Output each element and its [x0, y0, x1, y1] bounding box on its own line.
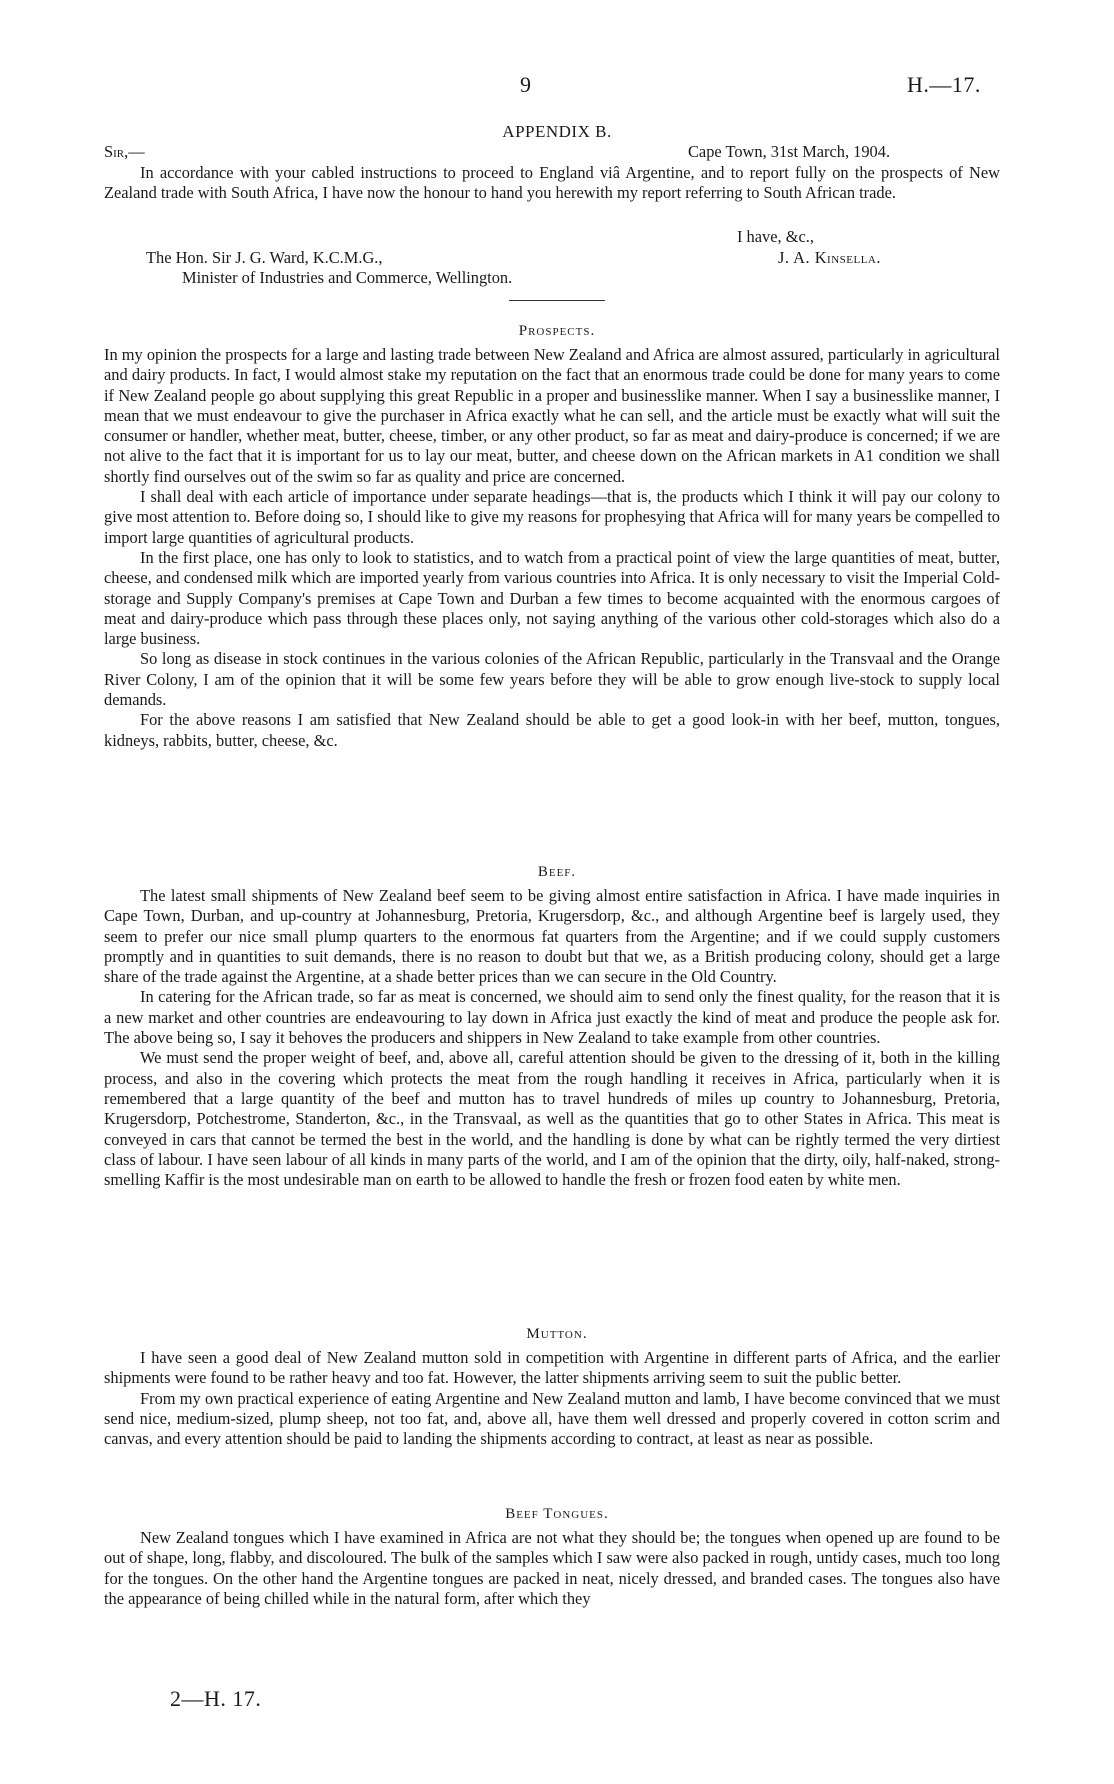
- paragraph: In the first place, one has only to look to statistics, and to watch from a practical point of view the large quantities of meat, butter, cheese, and condensed milk which are imported yearly from various countries into Africa. It is only necessary to visit the Imperial Cold-storage and Supply Company's premises at Cape Town and Durban a few times to become acquainted with the enormous cargoes of meat and dairy-produce which pass through these places only, not saying anything of the various other cold-storages which also do a large business.: [104, 547, 1000, 649]
- paragraph: From my own practical experience of eating Argentine and New Zealand mutton and lamb, I have become convinced that we must send nice, medium-sized, plump sheep, not too fat, and, above all, have them well dressed and properly covered in cotton scrim and canvas, and every attention should be paid to landing the shipments according to contract, at least as near as possible.: [104, 1388, 1000, 1449]
- paragraph: I shall deal with each article of importance under separate headings—that is, the products which I think it will pay our colony to give most attention to. Before doing so, I should like to give my reasons for prophesying that Africa will for many years be compelled to import large quantities of agricultural products.: [104, 487, 1000, 547]
- heading-prospects: Prospects.: [518, 323, 596, 339]
- letter-place-date: Cape Town, 31st March, 1904.: [688, 142, 891, 161]
- section-beef: [104, 886, 1000, 1190]
- addressee-name: The Hon. Sir J. G. Ward, K.C.M.G.,: [146, 248, 383, 267]
- section-mutton: [104, 1348, 1000, 1449]
- paragraph: In my opinion the prospects for a large and lasting trade between New Zealand and Africa are almost assured, particularly in agricultural and dairy products. In fact, I would almost stake my reputation on the fact that an enormous trade could be done for many years to come if New Zealand people go about supplying this great Republic in a proper and businesslike manner. When I say a businesslike manner, I mean that we must endeavour to give the purchaser in Africa exactly what he can sell, and the article must be exactly what will suit the consumer or handler, whether meat, butter, cheese, timber, or any other product, so far as meat and dairy-produce is concerned; if we are not alive to the fact that it is important for us to lay our meat, butter, and cheese down on the African markets in A1 condition we shall shortly find ourselves out of the swim so far as quality and price are concerned.: [104, 345, 1000, 486]
- letter-addressee: [146, 248, 512, 289]
- letter-signature: J. A. Kinsella.: [778, 248, 881, 267]
- letter-body: [104, 163, 1000, 204]
- section-prospects: [104, 345, 1000, 751]
- document-reference: H.—17.: [907, 72, 981, 97]
- letter-body-paragraph: In accordance with your cabled instructions to proceed to England viâ Argentine, and to report fully on the prospects of New Zealand trade with South Africa, I have now the honour to hand you herewith my report referring to South African trade.: [104, 163, 1000, 203]
- paragraph: For the above reasons I am satisfied that New Zealand should be able to get a good look-in with her beef, mutton, tongues, kidneys, rabbits, butter, cheese, &c.: [104, 710, 1000, 750]
- paragraph: I have seen a good deal of New Zealand mutton sold in competition with Argentine in different parts of Africa, and the earlier shipments were found to be rather heavy and too fat. However, the latter shipments arriving seem to suit the public better.: [104, 1348, 1000, 1388]
- heading-mutton: Mutton.: [526, 1326, 588, 1342]
- heading-beef-tongues: Beef Tongues.: [505, 1506, 609, 1522]
- paragraph: We must send the proper weight of beef, and, above all, careful attention should be given to the dressing of it, both in the killing process, and also in the covering which protects the meat from the rough handling it receives in Africa, particularly when it is remembered that a large quantity of the beef and mutton has to travel hundreds of miles up country to Johannesburg, Pretoria, Krugersdorp, Potchestrome, Standerton, &c., in the Transvaal, as well as the quantities that go to other States in Africa. This meat is conveyed in cars that cannot be termed the best in the world, and the handling is done by what can be rightly termed the very dirtiest class of labour. I have seen labour of all kinds in many parts of the world, and I am of the opinion that the dirty, oily, half-naked, strong-smelling Kaffir is the most undesirable man on earth to be allowed to handle the fresh or frozen food eaten by white men.: [104, 1048, 1000, 1190]
- letter-salutation: Sir,—: [104, 142, 145, 161]
- paragraph: New Zealand tongues which I have examined in Africa are not what they should be; the tongues when opened up are found to be out of shape, long, flabby, and discoloured. The bulk of the samples which I saw were also packed in rough, untidy cases, much too long for the tongues. On the other hand the Argentine tongues are packed in neat, nicely dressed, and branded cases. The tongues also have the appearance of being chilled while in the natural form, after which they: [104, 1528, 1000, 1608]
- paragraph: The latest small shipments of New Zealand beef seem to be giving almost entire satisfaction in Africa. I have made inquiries in Cape Town, Durban, and up-country at Johannesburg, Pretoria, Krugersdorp, &c., and although Argentine beef is largely used, they seem to prefer our nice small plump quarters to the enormous fat quarters from the Argentine; and if we could supply customers promptly and in quantities to suit demands, there is no reason to doubt but that we, as a British producing colony, should get a large share of the trade against the Argentine, at a shade better prices than we can secure in the Old Country.: [104, 886, 1000, 987]
- appendix-title: APPENDIX B.: [502, 122, 612, 141]
- page-number: 9: [520, 72, 531, 97]
- paragraph: So long as disease in stock continues in the various colonies of the African Republic, particularly in the Transvaal and the Orange River Colony, I am of the opinion that it will be some few years before they will be able to grow enough live-stock to supply local demands.: [104, 649, 1000, 710]
- section-beef-tongues: [104, 1528, 1000, 1609]
- letter-closing: I have, &c.,: [737, 227, 814, 246]
- paragraph: In catering for the African trade, so far as meat is concerned, we should aim to send only the finest quality, for the reason that it is a new market and other countries are endeavouring to lay down in Africa just exactly the kind of meat and produce the people ask for. The above being so, I say it behoves the producers and shippers in New Zealand to take example from other countries.: [104, 987, 1000, 1048]
- heading-beef: Beef.: [537, 864, 577, 880]
- signature-mark: 2—H. 17.: [170, 1686, 262, 1711]
- addressee-title: Minister of Industries and Commerce, Wellington.: [182, 268, 513, 288]
- section-divider: [509, 300, 605, 301]
